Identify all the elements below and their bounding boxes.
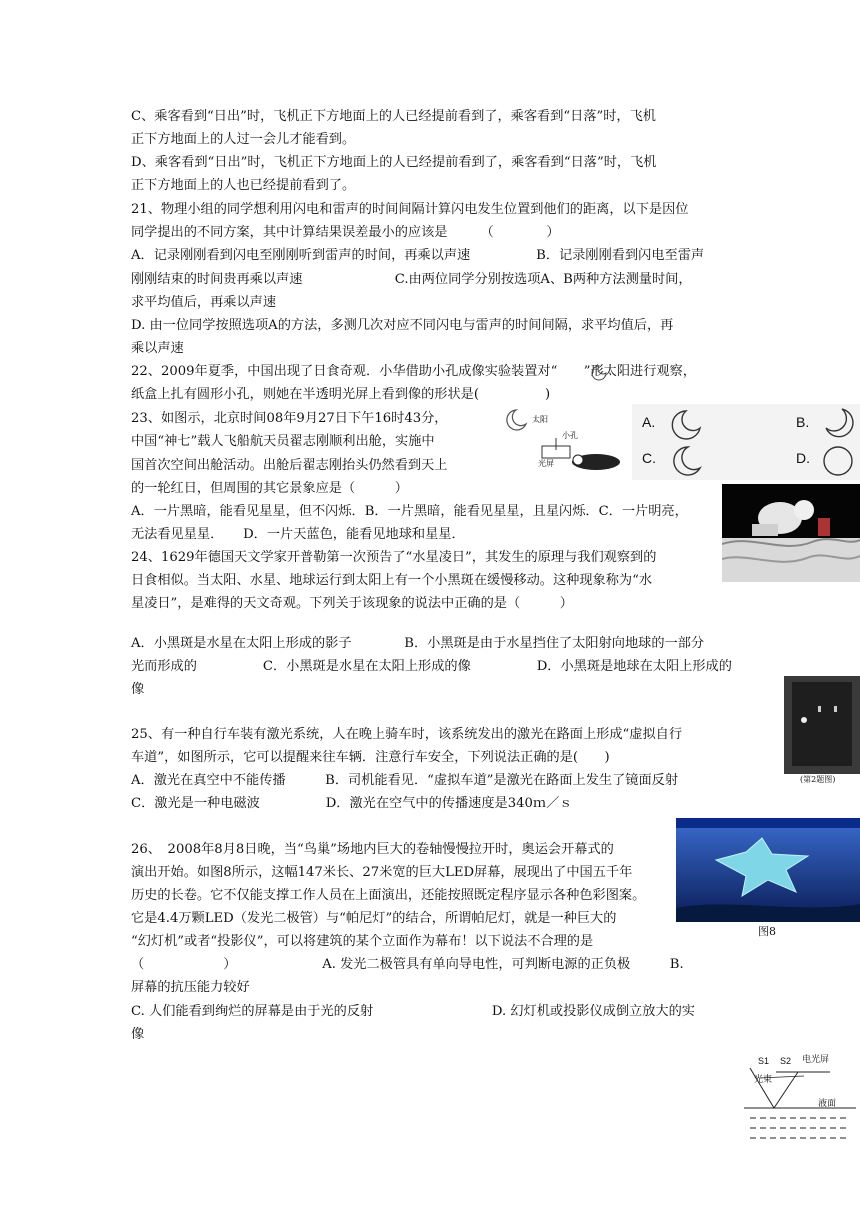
s2-label: S2 (780, 1056, 792, 1066)
option-c-shape (666, 444, 706, 478)
text-line: D、乘客看到“日出”时，飞机正下方地面上的人已经提前看到了，乘客看到“日落”时，飞机 (131, 155, 657, 170)
option-b-shape (818, 406, 858, 440)
text-line: 正下方地面上的人也已经提前看到了。 (131, 178, 356, 193)
text-line: A．一片黑暗，能看见星星，但不闪烁．B．一片黑暗，能看见星星，且星闪烁．C．一片明亮， (131, 504, 688, 519)
shape-options (632, 404, 860, 480)
text-line: 历史的长卷。它不仅能支撑工作人员在上面演出，还能按照既定程序显示各种色彩图案。 (131, 888, 646, 903)
astronaut-drawing (722, 484, 860, 582)
hole-label: 小孔 (562, 431, 578, 440)
option-c-label: C. (642, 450, 656, 466)
text-line: 22、2009年夏季，中国出现了日食奇观．小华借助小孔成像实验装置对“ ”形太阳进行观察， (131, 364, 696, 379)
text-line: 26、 2008年8月8日晚，当“鸟巢”场地内巨大的卷轴慢慢拉开时，奥运会开幕式的 (131, 842, 614, 857)
text-line: 乘以声速 (131, 341, 184, 356)
text-line: 日食相似。当太阳、水星、地球运行到太阳上有一个小黑斑在缓慢移动。这种现象称为“水 (131, 573, 653, 588)
text-line: C．激光是一种电磁波 D．激光在空气中的传播速度是340ｍ／ｓ (131, 796, 573, 811)
text-line: 车道”，如图所示，它可以提醒来往车辆．注意行车安全，下列说法正确的是( ) (131, 750, 610, 765)
option-a-label: A. (642, 414, 656, 430)
led-screen-drawing (676, 818, 860, 922)
text-line: 正下方地面上的人过一会儿才能看到。 (131, 132, 356, 147)
text-line: 屏幕的抗压能力较好 (131, 980, 250, 995)
text-line: D. 由一位同学按照选项A的方法，多测几次对应不同闪电与雷声的时间间隔，求平均值后，再 (131, 318, 674, 333)
text-line: 求平均值后，再乘以声速 (131, 295, 277, 310)
figure-caption: 图8 (758, 925, 776, 938)
text-line: 光而形成的 C．小黑斑是水星在太阳上形成的像 D．小黑斑是地球在太阳上形成的 (131, 659, 732, 674)
pinhole-figure (498, 404, 628, 480)
reflection-diagram (744, 1046, 856, 1142)
option-a-shape (666, 408, 706, 442)
beam-label: 光束 (754, 1075, 773, 1085)
crescent-sun-icon (588, 364, 610, 382)
text-line: 中国“神七”载人飞船航天员翟志刚顺利出舱，实施中 (131, 434, 435, 449)
liquid-label: 液面 (818, 1099, 837, 1109)
text-line: 21、物理小组的同学想利用闪电和雷声的时间间隔计算闪电发生位置到他们的距离，以下是因位 (131, 202, 689, 217)
option-d-label: D. (796, 450, 810, 466)
s1-label: S1 (758, 1056, 770, 1066)
screen-label: 电光屏 (802, 1055, 830, 1065)
text-line: 23、如图示，北京时间08年9月27日下午16时43分， (131, 411, 448, 426)
text-line: 刚刚结束的时间贵再乘以声速 C.由两位同学分别按选项A、B两种方法测量时间， (131, 272, 692, 287)
text-line: 像 (131, 682, 145, 697)
option-d-shape (818, 444, 858, 478)
text-line: 纸盒上扎有圆形小孔，则她在半透明光屏上看到像的形状是( ) (131, 387, 551, 402)
text-line: A．记录刚刚看到闪电至刚刚听到雷声的时间，再乘以声速 B．记录刚刚看到闪电至雷声 (131, 248, 705, 263)
led-screen-photo (676, 818, 860, 922)
text-line: 24、1629年德国天文学家开普勒第一次预告了“水星凌日”，其发生的原理与我们观察到的 (131, 550, 657, 565)
astronaut-photo (722, 484, 860, 582)
option-b-label: B. (796, 414, 810, 430)
bike-laser-drawing (784, 676, 860, 774)
figure-caption: (第2题图) (800, 775, 836, 784)
text-line: “幻灯机”或者“投影仪”，可以将建筑的某个立面作为幕布！以下说法不合理的是 (131, 934, 594, 949)
text-line: 像 (131, 1027, 145, 1042)
text-line: A．小黑斑是水星在太阳上形成的影子 B．小黑斑是由于水星挡住了太阳射向地球的一部分 (131, 636, 705, 651)
text-line: 星凌日”，是难得的天文奇观。下列关于该现象的说法中正确的是（ ） (131, 596, 573, 611)
text-line: C. 人们能看到绚烂的屏幕是由于光的反射 D. 幻灯机或投影仪成倒立放大的实 (131, 1004, 695, 1019)
sun-label: 太阳 (532, 415, 548, 424)
screen-label: 光屏 (538, 459, 554, 468)
text-line: C、乘客看到“日出”时，飞机正下方地面上的人已经提前看到了，乘客看到“日落”时，飞机 (131, 109, 656, 124)
text-line: 的一轮红日，但周围的其它景象应是（ ） (131, 481, 408, 496)
text-line: 它是4.4万颗LED（发光二极管）与“帕尼灯”的结合，所谓帕尼灯，就是一种巨大的 (131, 911, 617, 926)
text-line: A．激光在真空中不能传播 B．司机能看见．“虚拟车道”是激光在路面上发生了镜面反射 (131, 773, 679, 788)
text-line: 无法看见星星． D．一片天蓝色，能看见地球和星星． (131, 527, 465, 542)
text-line: 国首次空间出舱活动。出舱后翟志刚抬头仍然看到天上 (131, 458, 448, 473)
text-line: 同学提出的不同方案，其中计算结果误差最小的应该是 （ ） (131, 225, 560, 240)
bike-laser-photo (784, 676, 860, 774)
text-line: （ ） A. 发光二极管具有单向导电性，可判断电源的正负极 B. (131, 957, 684, 972)
text-line: 演出开始。如图8所示，这幅147米长、27米宽的巨大LED屏幕，展现出了中国五千年 (131, 865, 633, 880)
text-line: 25、有一种自行车装有激光系统，人在晚上骑车时，该系统发出的激光在路面上形成“虚拟自行 (131, 727, 683, 742)
pinhole-drawing (498, 404, 628, 480)
